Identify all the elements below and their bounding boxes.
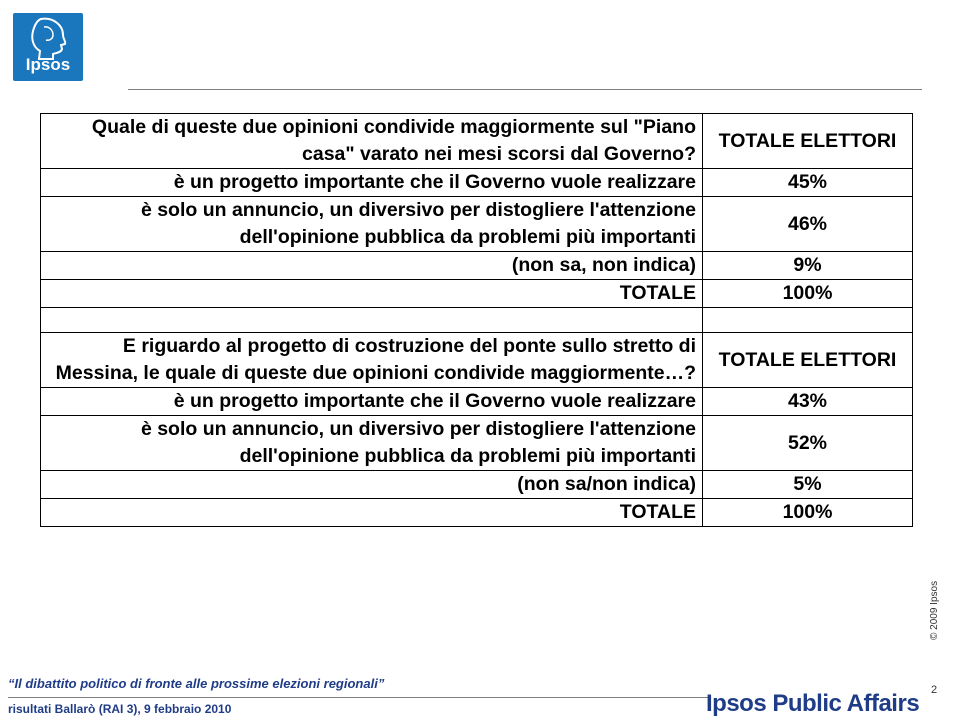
column-header-cell: TOTALE ELETTORI bbox=[703, 114, 913, 169]
answer-label: è un progetto importante che il Governo vuole realizzare bbox=[41, 169, 703, 197]
spacer-row bbox=[41, 308, 913, 333]
answer-label: è un progetto importante che il Governo vuole realizzare bbox=[41, 388, 703, 416]
question-cell: E riguardo al progetto di costruzione del ponte sullo stretto di Messina, le quale di queste due opinioni condivide maggiormente…? bbox=[41, 333, 703, 388]
copyright-notice: © 2009 Ipsos bbox=[929, 580, 940, 640]
question-cell: Quale di queste due opinioni condivide maggiormente sul "Piano casa" varato nei mesi scorsi dal Governo? bbox=[41, 114, 703, 169]
answer-value: 52% bbox=[703, 416, 913, 471]
total-value: 100% bbox=[703, 280, 913, 308]
empty-cell bbox=[703, 308, 913, 333]
answer-value: 46% bbox=[703, 197, 913, 252]
table-row bbox=[41, 280, 913, 308]
answer-label: (non sa, non indica) bbox=[41, 252, 703, 280]
poll-results-table bbox=[40, 113, 913, 527]
table-row bbox=[41, 471, 913, 499]
answer-label: è solo un annuncio, un diversivo per distogliere l'attenzione dell'opinione pubblica da problemi più importanti bbox=[41, 197, 703, 252]
table-row bbox=[41, 252, 913, 280]
table-row bbox=[41, 333, 913, 388]
ipsos-logo bbox=[13, 13, 83, 81]
table-row bbox=[41, 114, 913, 169]
brand-name: Ipsos Public Affairs bbox=[706, 690, 920, 717]
answer-label: è solo un annuncio, un diversivo per distogliere l'attenzione dell'opinione pubblica da problemi più importanti bbox=[41, 416, 703, 471]
answer-value: 5% bbox=[703, 471, 913, 499]
page-number: 2 bbox=[931, 684, 938, 696]
answer-label: (non sa/non indica) bbox=[41, 471, 703, 499]
table-row bbox=[41, 499, 913, 527]
table-row bbox=[41, 197, 913, 252]
footer-subtitle: risultati Ballarò (RAI 3), 9 febbraio 2010 bbox=[8, 702, 232, 716]
footer-divider bbox=[8, 697, 708, 698]
total-label: TOTALE bbox=[41, 499, 703, 527]
total-label: TOTALE bbox=[41, 280, 703, 308]
total-value: 100% bbox=[703, 499, 913, 527]
answer-value: 45% bbox=[703, 169, 913, 197]
answer-value: 43% bbox=[703, 388, 913, 416]
table-row bbox=[41, 169, 913, 197]
header-divider bbox=[128, 89, 922, 90]
table-row bbox=[41, 416, 913, 471]
footer-title: “Il dibattito politico di fronte alle prossime elezioni regionali” bbox=[8, 676, 385, 691]
logo-text: Ipsos bbox=[25, 55, 71, 74]
empty-cell bbox=[41, 308, 703, 333]
answer-value: 9% bbox=[703, 252, 913, 280]
table-row bbox=[41, 388, 913, 416]
column-header-cell: TOTALE ELETTORI bbox=[703, 333, 913, 388]
